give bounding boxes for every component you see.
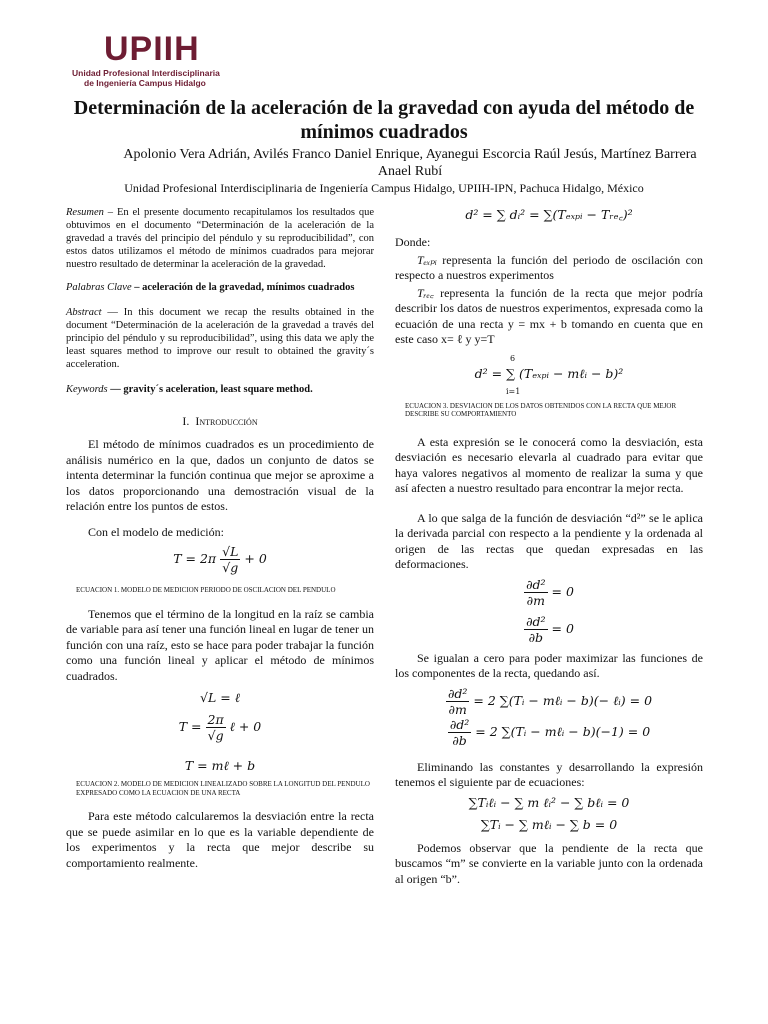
eq3-fraction bbox=[206, 712, 226, 743]
eq6-body: d² = ∑ (Tₑₓₚᵢ − mℓᵢ − b)² bbox=[474, 365, 624, 381]
logo-subtitle-line1: Unidad Profesional Interdisciplinaria bbox=[72, 68, 220, 78]
texpi-text: representa la función del periodo de oscilación con respecto a nuestros experimentos bbox=[395, 252, 703, 282]
authors: Apolonio Vera Adrián, Avilés Franco Daniel Enrique, Ayanegui Escorcia Raúl Jesús, Martínez Barrera Anael Rubí bbox=[123, 147, 697, 179]
eq3-denominator: √g bbox=[207, 728, 224, 743]
eq10-denominator: ∂b bbox=[452, 732, 467, 748]
trec-definition bbox=[395, 286, 703, 348]
eq1-fraction bbox=[220, 544, 240, 575]
right-paragraph-8: Eliminando las constantes y desarrollando la expresión tenemos el siguiente par de ecuaciones: bbox=[395, 759, 703, 789]
resumen bbox=[66, 206, 374, 271]
equation-10 bbox=[395, 717, 703, 748]
section-heading-1 bbox=[66, 414, 374, 429]
palabras-clave-text: – aceleración de la gravedad, mínimos cuadrados bbox=[131, 282, 355, 293]
texpi-symbol: Tₑₓₚᵢ bbox=[417, 252, 437, 267]
eq3-tail: ℓ + 0 bbox=[229, 719, 262, 734]
eq7-numerator: ∂d² bbox=[526, 576, 546, 592]
eq1-tail: + 0 bbox=[244, 551, 267, 566]
eq8-numerator: ∂d² bbox=[526, 613, 546, 629]
eq3-numerator: 2π bbox=[207, 712, 224, 727]
right-paragraph-9: Podemos observar que la pendiente de la recta que buscamos “m” se convierte en la variable junto con la ordenada al origen “b”. bbox=[395, 840, 703, 886]
equation-1 bbox=[66, 544, 374, 584]
eq7-denominator: ∂m bbox=[526, 592, 545, 608]
eq10-fraction bbox=[448, 717, 471, 748]
equation-2: √L = ℓ bbox=[200, 690, 240, 705]
right-paragraph-6: A lo que salga de la función de desviación “d²” se le aplica la derivada parcial con respecto a la pendiente y la ordenada al origen de las rectas que quedan expresadas en las deformaciones. bbox=[395, 510, 703, 571]
palabras-clave bbox=[66, 281, 374, 294]
eq7-fraction bbox=[524, 577, 547, 608]
affiliation: Unidad Profesional Interdisciplinaria de Ingeniería Campus Hidalgo, UPIIH-IPN, Pachuca Hidalgo, México bbox=[124, 181, 644, 195]
section-title: Introducción bbox=[195, 414, 258, 428]
intro-paragraph-2: Con el modelo de medición: bbox=[88, 524, 224, 539]
eq8-fraction bbox=[524, 614, 547, 645]
equation-6 bbox=[395, 354, 703, 398]
equation-11: ∑Tᵢℓᵢ − ∑ m ℓᵢ² − ∑ bℓᵢ = 0 bbox=[468, 794, 630, 810]
intro-paragraph-4: Para este método calcularemos la desviación entre la recta que se puede asimilar en lo que es la variable dependiente de los experimentos y la recta que mejor describe su comportamiento realmente. bbox=[66, 809, 374, 870]
resumen-label: Resumen bbox=[66, 207, 104, 218]
abstract-text: — In this document we recap the results obtained in the document “Determinación de la aceleración de la gravedad a través del principio del péndulo y su reproducibilidad”, using this data we aply the least squares method to improve our result to obtained the gravity´s acceleration. bbox=[66, 307, 374, 370]
left-column bbox=[66, 206, 374, 871]
equation-3 bbox=[66, 712, 374, 750]
eq7-tail: = 0 bbox=[551, 583, 574, 599]
abstract bbox=[66, 306, 374, 371]
right-paragraph-7: Se igualan a cero para poder maximizar las funciones de los componentes de la recta, quedando así. bbox=[395, 650, 703, 680]
intro-paragraph-1: El método de mínimos cuadrados es un procedimiento de análisis numérico en la que, dados un conjunto de datos se intenta determinar la función continua que mejor se aproxime a los datos proporcionando una demostración visual de la relación entre los puntos de estos. bbox=[66, 437, 374, 513]
right-paragraph-5: A esta expresión se le conocerá como la desviación, esta desviación es necesario elevarla al cuadrado para evitar que haya valores negativos al momento de realizar la suma y que así afecten a nuestro resultado para encontrar la mejor recta. bbox=[395, 434, 703, 495]
keywords-text: — gravity´s aceleration, least square method. bbox=[107, 384, 313, 395]
section-number: I. bbox=[182, 414, 190, 428]
trec-text: representa la función de la recta que mejor podría describir los datos de nuestros experimentos, expresada como la ecuación de una recta y = mx + b tomando en cuenta que en este caso x= ℓ y y=T bbox=[395, 285, 703, 346]
palabras-clave-label: Palabras Clave bbox=[66, 282, 132, 293]
eq8-tail: = 0 bbox=[551, 620, 574, 636]
resumen-text: – En el presente documento recapitulamos los resultados que obtuvimos en el documento “Determinación de la aceleración de la gravedad a través del principio del péndulo y su reproducibilidad”, con estos datos utilizamos el método de mínimos cuadrados para mejorar nuestro resultado de determinar la aceleración de la gravedad. bbox=[66, 207, 374, 270]
equation-5: d² = ∑ dᵢ² = ∑(Tₑₓₚᵢ − Tᵣₑ꜀)² bbox=[465, 207, 633, 222]
logo-word: UPIIH bbox=[104, 30, 200, 68]
eq1-denominator: √g bbox=[222, 560, 239, 575]
eq10-numerator: ∂d² bbox=[449, 716, 470, 732]
equation-8 bbox=[395, 614, 703, 645]
keywords bbox=[66, 383, 374, 396]
intro-paragraph-3: Tenemos que el término de la longitud en la raíz se cambia de variable para así tener una función lineal en lugar de tener un función con una raíz, esto se hace para poder trabajar la función como una función lineal y aplicar el método de mínimos cuadrados. bbox=[66, 606, 374, 683]
eq10-tail: = 2 ∑(Tᵢ − mℓᵢ − b)(−1) = 0 bbox=[475, 723, 651, 739]
eq9-denominator: ∂m bbox=[448, 701, 467, 717]
caption-eq2: ECUACION 2. MODELO DE MEDICION LINEALIZADO SOBRE LA LONGITUD DEL PENDULO EXPRESADO COMO LA ECUACION DE UNA RECTA bbox=[76, 780, 370, 797]
right-column bbox=[395, 206, 703, 887]
eq6-lower-limit: i=1 bbox=[506, 386, 521, 396]
equation-12: ∑Tᵢ − ∑ mℓᵢ − ∑ b = 0 bbox=[480, 816, 618, 832]
paper-title: Determinación de la aceleración de la gravedad con ayuda del método de mínimos cuadrados bbox=[73, 97, 695, 143]
equation-4: T = mℓ + b bbox=[184, 758, 256, 773]
texpi-definition bbox=[395, 253, 703, 284]
caption-eq3: ECUACION 3. DESVIACION DE LOS DATOS OBTENIDOS CON LA RECTA QUE MEJOR DESCRIBE SU COMPORTAMIENTO bbox=[405, 401, 677, 418]
eq9-numerator: ∂d² bbox=[447, 685, 468, 701]
equation-9 bbox=[395, 686, 703, 717]
eq9-fraction bbox=[446, 686, 469, 717]
donde: Donde: bbox=[395, 235, 431, 249]
logo-subtitle-line2: de Ingeniería Campus Hidalgo bbox=[84, 78, 206, 88]
eq1-lhs: T = 2π bbox=[173, 551, 217, 566]
eq8-denominator: ∂b bbox=[528, 629, 544, 645]
eq3-lhs: T = bbox=[178, 719, 202, 734]
eq6-upper-limit: 6 bbox=[510, 353, 516, 363]
abstract-label: Abstract bbox=[66, 307, 102, 318]
eq9-tail: = 2 ∑(Tᵢ − mℓᵢ − b)(− ℓᵢ) = 0 bbox=[473, 692, 653, 708]
keywords-label: Keywords bbox=[66, 384, 108, 395]
caption-eq1: ECUACION 1. MODELO DE MEDICION PERIODO DE OSCILACION DEL PENDULO bbox=[76, 586, 336, 594]
equation-7 bbox=[395, 577, 703, 608]
eq1-numerator: √L bbox=[222, 544, 239, 559]
trec-symbol: Tᵣₑ꜀ bbox=[417, 285, 434, 300]
